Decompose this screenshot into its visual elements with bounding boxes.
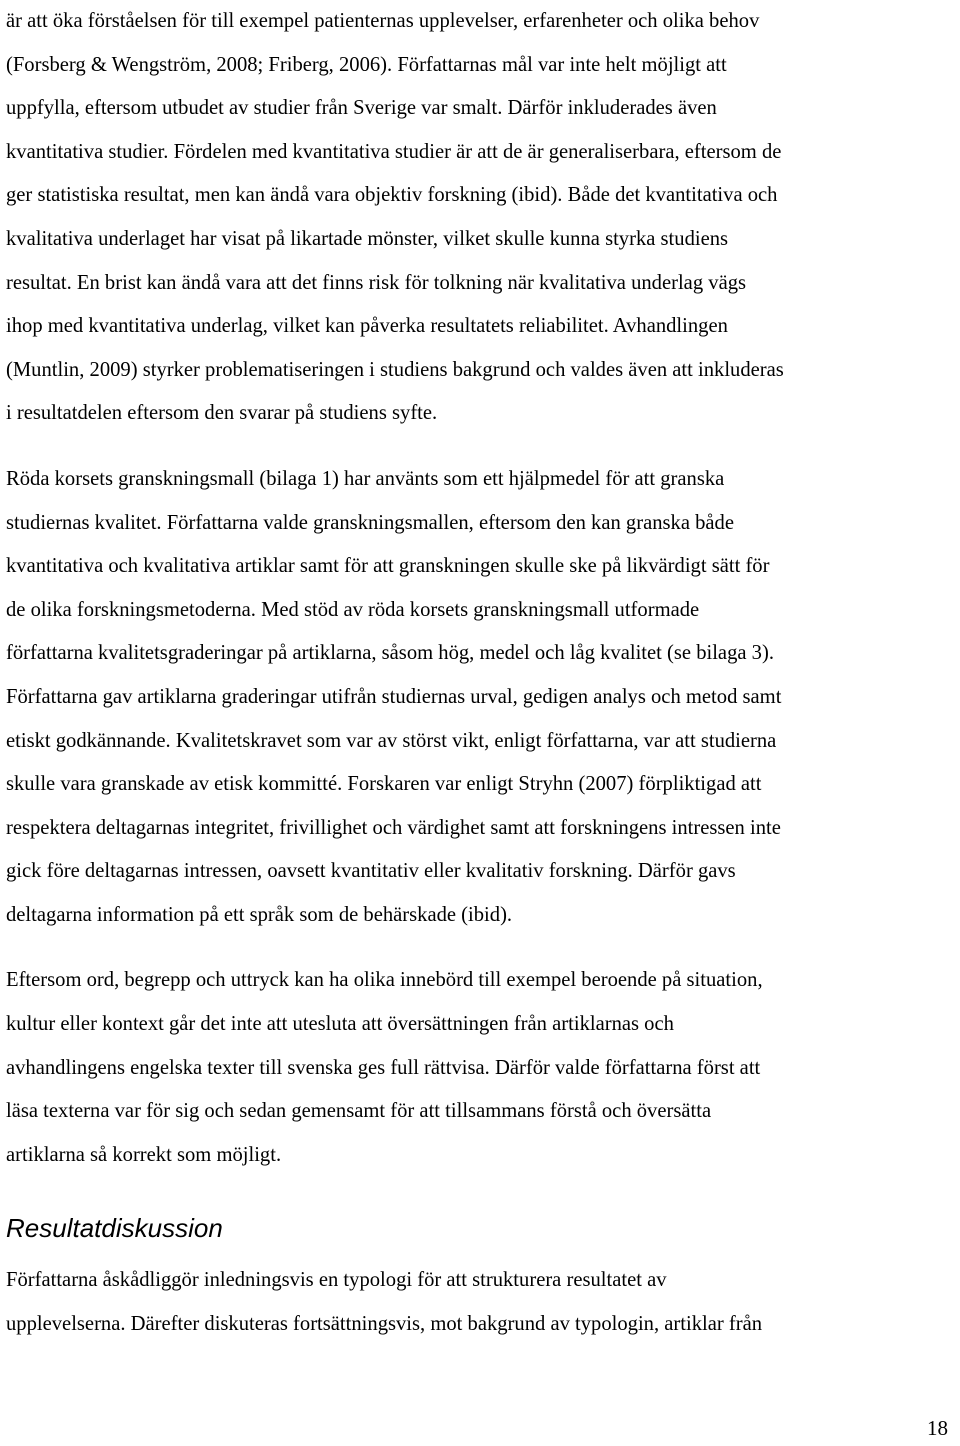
body-paragraph-method-discussion: är att öka förståelsen för till exempel patienternas upplevelser, erfarenheter och olika behov (Forsberg & Wengström, 2008; Friberg, 2006). Författarnas mål var inte helt möjligt att uppfylla, eftersom utbudet av studier från Sverige var smalt. Därför inkluderades även kvantitativa studier. Fördelen med kvantitativa studier är att de är generaliserbara, eftersom de ger statistiska resultat, men kan ändå vara objektiv forskning (ibid). Både det kvantitativa och kvalitativa underlaget har visat på likartade mönster, vilket skulle kunna styrka studiens resultat. En brist kan ändå vara att det finns risk för tolkning när kvalitativa underlag vägs ihop med kvantitativa underlag, vilket kan påverka resultatets reliabilitet. Avhandlingen (Muntlin, 2009) styrker problematiseringen i studiens bakgrund och valdes även att inkluderas i resultatdelen eftersom den svarar på studiens syfte. xyxy=(6,10,784,425)
page-number: 18 xyxy=(927,1416,948,1440)
document-page xyxy=(6,0,956,1347)
body-paragraph-results-intro: Författarna åskådliggör inledningsvis en typologi för att strukturera resultatet av upplevelserna. Därefter diskuteras fortsättningsvis, mot bakgrund av typologin, artiklar från xyxy=(6,1269,763,1336)
body-paragraph-translation: Eftersom ord, begrepp och uttryck kan ha olika innebörd till exempel beroende på situation, kultur eller kontext går det inte att utesluta att översättningen från artiklarnas och avhandlingens engelska texter till svenska ges full rättvisa. Därför valde författarna först att läsa texterna var för sig och sedan gemensamt för att tillsammans förstå och översätta artiklarna så korrekt som möjligt. xyxy=(6,969,763,1166)
section-heading: Resultatdiskussion xyxy=(6,1213,223,1244)
body-paragraph-quality-review: Röda korsets granskningsmall (bilaga 1) har använts som ett hjälpmedel för att granska studiernas kvalitet. Författarna valde granskningsmallen, eftersom den kan granska både kvantitativa och kvalitativa artiklar samt för att granskningen skulle ske på likvärdigt sätt för de olika forskningsmetoderna. Med stöd av röda korsets granskningsmall utformade författarna kvalitetsgraderingar på artiklarna, såsom hög, medel och låg kvalitet (se bilaga 3). Författarna gav artiklarna graderingar utifrån studiernas urval, gedigen analys och metod samt etiskt godkännande. Kvalitetskravet som var av störst vikt, enligt författarna, var att studierna skulle vara granskade av etisk kommitté. Forskaren var enligt Stryhn (2007) förpliktigad att respektera deltagarnas integritet, frivillighet och värdighet samt att forskningens intressen inte gick före deltagarnas intressen, oavsett kvantitativ eller kvalitativ forskning. Därför gavs deltagarna information på ett språk som de behärskade (ibid). xyxy=(6,467,782,926)
